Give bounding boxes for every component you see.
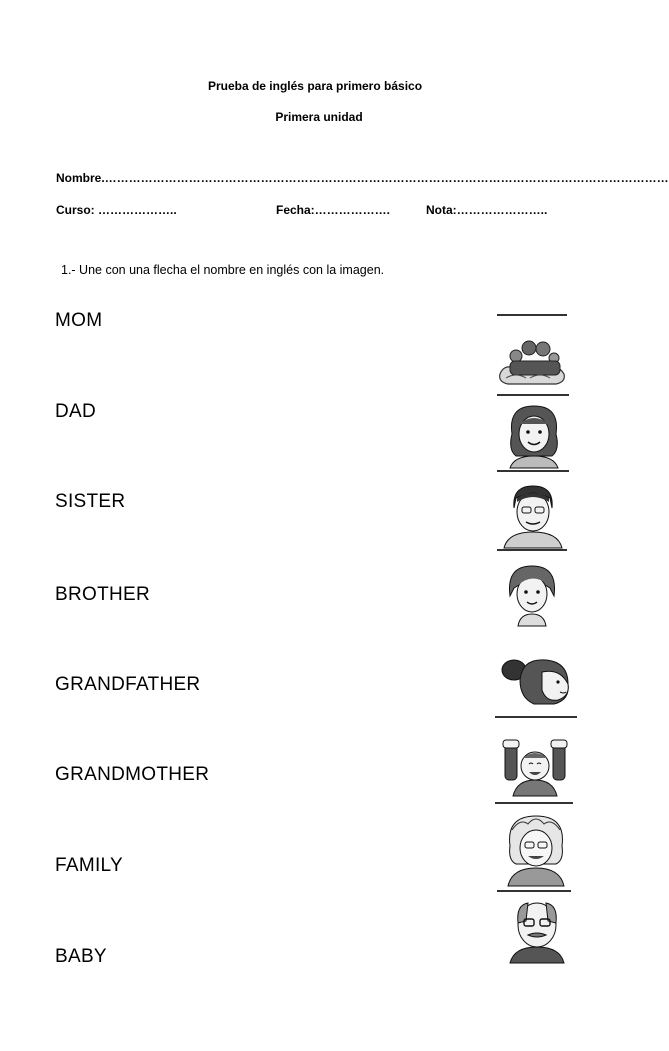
word-dad: DAD [55,401,97,422]
word-family: FAMILY [55,855,123,876]
boy-profile-icon [498,650,578,712]
word-brother: BROTHER [55,584,150,605]
page-title: Prueba de inglés para primero básico [207,79,423,93]
instruction-text: 1.- Une con una flecha el nombre en inglés con la imagen. [61,263,385,277]
picture-separator-line [497,470,569,472]
page-subtitle: Primera unidad [275,110,363,124]
picture-separator-line [497,890,571,892]
grandfather-face-icon [502,893,572,963]
word-mom: MOM [55,310,103,331]
baby-arms-up-icon [503,738,567,796]
word-baby: BABY [55,946,107,967]
picture-separator-line [495,802,573,804]
picture-separator-line [495,716,577,718]
fecha-field[interactable]: Fecha:………………. [276,203,391,217]
mother-face-icon [500,400,568,468]
nombre-field[interactable]: Nombre.…………………………………………………………………………………………………………………………… [56,171,669,185]
picture-separator-line [497,314,567,316]
nota-field[interactable]: Nota:………………….. [426,203,548,217]
family-group-icon [496,330,568,388]
picture-separator-line [497,394,569,396]
grandmother-face-icon [500,810,572,886]
word-grandfather: GRANDFATHER [55,674,201,695]
word-sister: SISTER [55,491,126,512]
girl-face-icon [500,558,564,626]
father-face-icon [498,478,568,548]
picture-separator-line [497,549,567,551]
curso-field[interactable]: Curso: ……………….. [56,203,177,217]
word-grandmother: GRANDMOTHER [55,764,210,785]
